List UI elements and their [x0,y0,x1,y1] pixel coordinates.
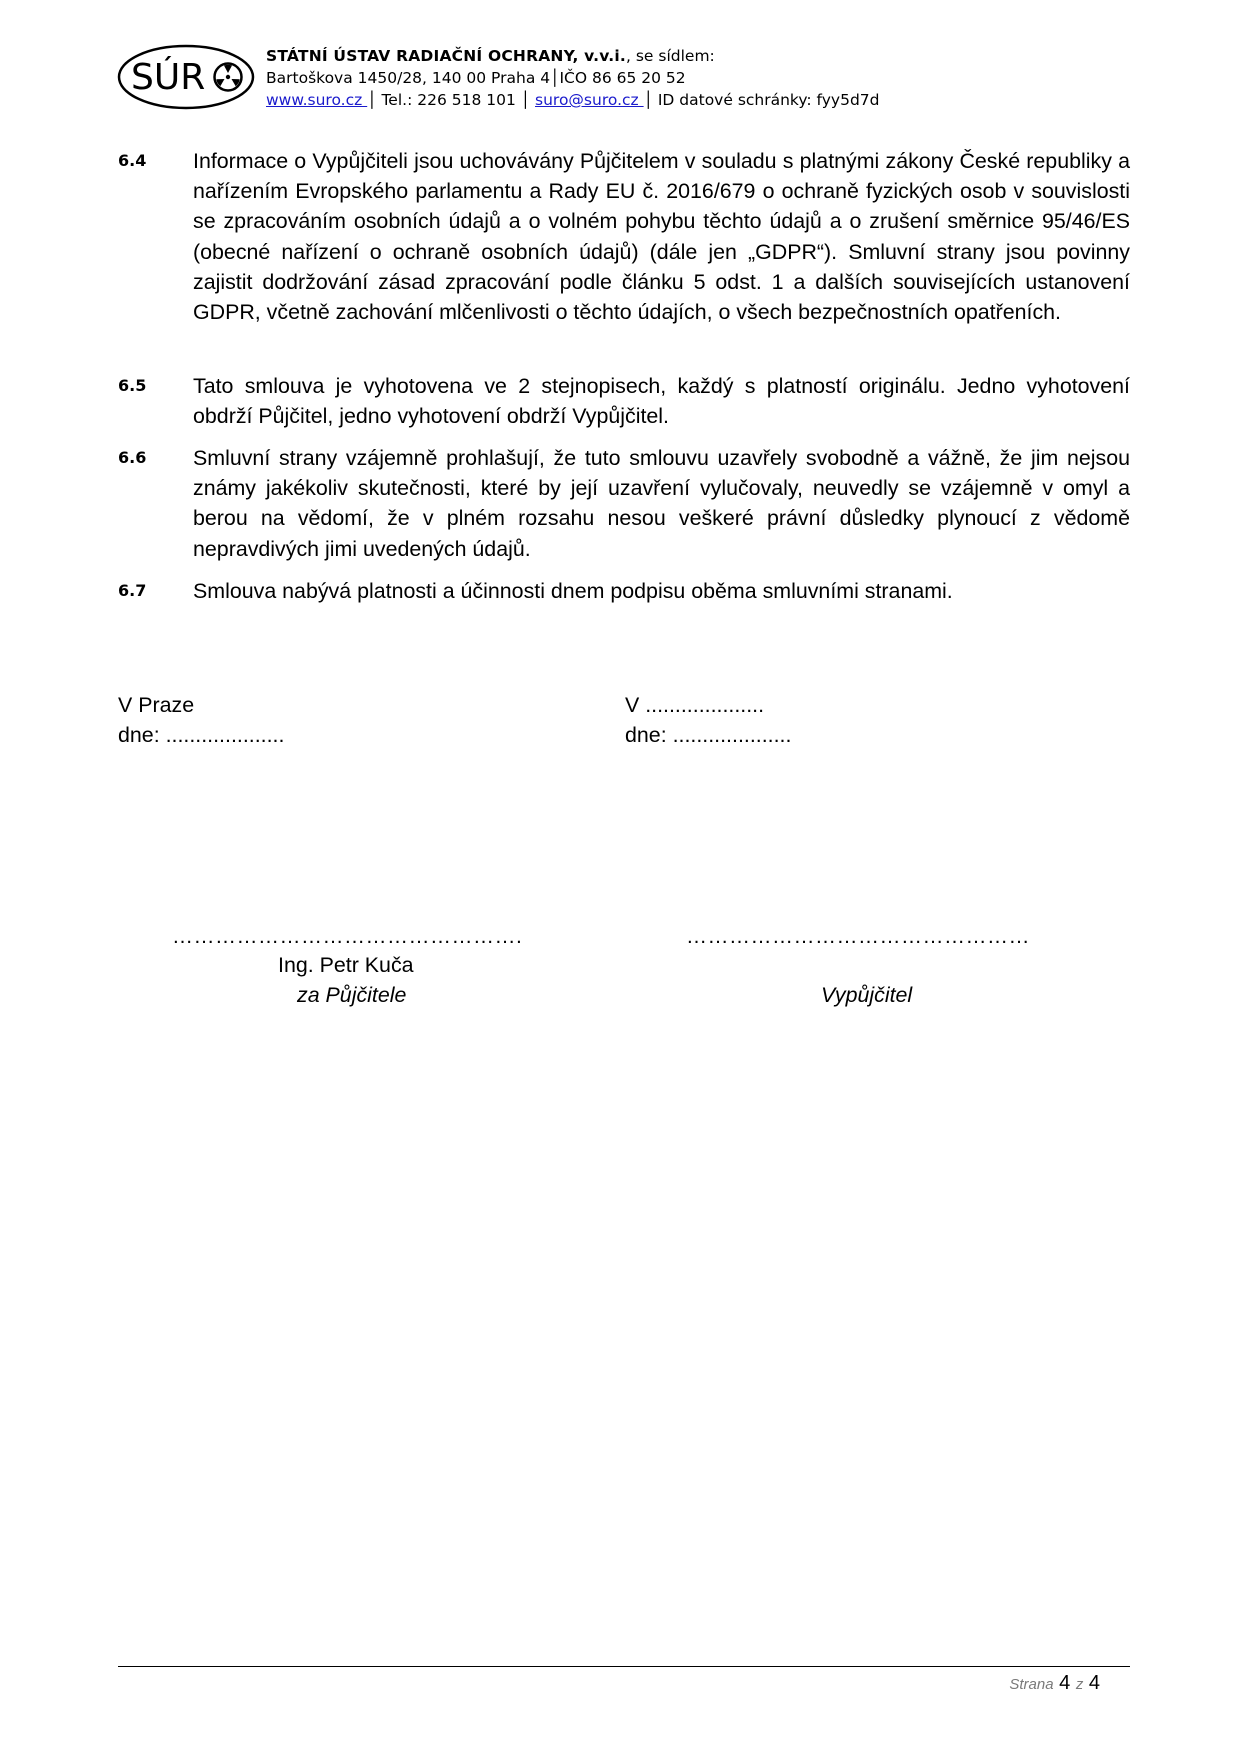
clause-text: Informace o Vypůjčiteli jsou uchovávány Půjčitelem v souladu s platnými zákony České republiky a nařízením Evropského parlamentu a Rady EU č. 2016/679 o ochraně fyzických osob v souvislosti se zpracováním osobních údajů a o volném pohybu těchto údajů a o zrušení směrnice 95/46/ES (obecné nařízení o ochraně osobních údajů) (dále jen „GDPR“). Smluvní strany jsou povinny zajistit dodržování zásad zpracování podle článku 5 odst. 1 a dalších souvisejících ustanovení GDPR, včetně zachování mlčenlivosti o těchto údajích, o všech bezpečnostních opatřeních. [193,149,1130,325]
left-signature-line: …………………………………………. [172,925,523,948]
clause-number: 6.4 [118,151,147,170]
lender-name: Ing. Petr Kuča [278,953,414,977]
logo-text: SÚR [131,57,206,98]
clause-text: Tato smlouva je vyhotovena ve 2 stejnopisech, každý s platností originálu. Jedno vyhotovení obdrží Půjčitel, jedno vyhotovení obdrží Vypůjčitel. [193,374,1130,429]
organization-address: Bartoškova 1450/28, 140 00 Praha 4│IČO 86 65 20 52 [266,69,686,87]
left-date: dne: .................... [118,723,285,747]
right-signature-line: ………………………………………… [686,925,1030,948]
clause-text: Smluvní strany vzájemně prohlašují, že tuto smlouvu uzavřely svobodně a vážně, že jim nejsou známy jakékoliv skutečnosti, které by její uzavření vylučovaly, neuvedly se vzájemně v omyl a berou na vědomí, že v plném rozsahu nesou veškeré právní důsledky plynoucí z vědomě nepravdivých jimi uvedených údajů. [193,446,1130,561]
phone-separator: │ Tel.: 226 518 101 │ [367,91,536,109]
email-link[interactable]: suro@suro.cz [535,91,644,109]
page-number [1009,1672,1100,1695]
letterhead-line-3 [266,89,879,111]
databox-info: │ ID datové schránky: fyy5d7d [643,91,880,109]
clause-number: 6.6 [118,448,147,467]
right-place: V .................... [625,693,765,717]
left-place: V Praze [118,693,195,717]
clause-number: 6.5 [118,376,147,395]
right-signature-place [625,690,791,750]
suro-logo [117,44,255,110]
clause-number: 6.7 [118,581,147,600]
letterhead-line-1 [266,45,879,67]
radiation-icon [215,64,242,91]
footer-divider [118,1666,1130,1667]
logo-ellipse-icon [117,44,255,110]
total-pages: 4 [1088,1672,1100,1694]
website-link[interactable]: www.suro.cz [266,91,368,109]
page-of-label: z [1075,1676,1084,1693]
borrower-role: Vypůjčitel [821,983,913,1007]
organization-suffix: , se sídlem: [626,47,715,65]
letterhead [266,45,879,111]
current-page: 4 [1059,1672,1071,1694]
right-date: dne: .................... [625,723,792,747]
page-label: Strana [1009,1676,1054,1693]
lender-role: za Půjčitele [297,983,407,1007]
clause-text: Smlouva nabývá platnosti a účinnosti dnem podpisu oběma smluvními stranami. [193,579,953,603]
organization-name: STÁTNÍ ÚSTAV RADIAČNÍ OCHRANY, v.v.i. [266,47,626,65]
left-signature-place [118,690,284,750]
